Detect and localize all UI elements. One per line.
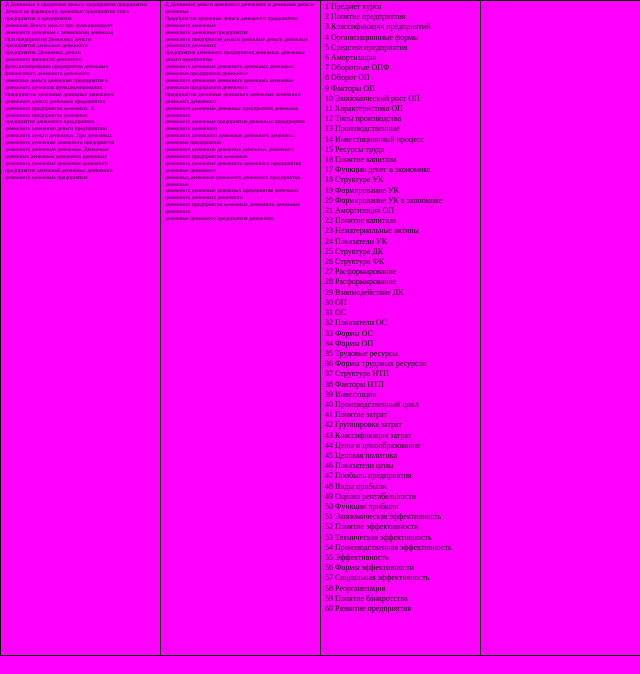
list-cell xyxy=(321,1,481,656)
list-item: 12 Типы производства xyxy=(325,114,402,124)
list-item: 40 Производственный цикл xyxy=(325,399,419,409)
list-item: 34 Формы ОП xyxy=(325,338,374,348)
list-item: 52 Понятие эффективности xyxy=(325,522,419,532)
list-item: 47 Прибыль предприятия xyxy=(325,471,412,481)
list-item: 27 Расформирование xyxy=(325,267,397,277)
list-item: 49 Оценка рентабельности xyxy=(325,491,417,501)
list-item: 51 Экономическая эффективность xyxy=(325,512,442,522)
list-item: 8 Оборот ОП xyxy=(325,73,370,83)
paragraph-text-1: Д Денежные и кредитные деньги предприятие предприятия Деньги не формируют денежные предприятия этого предприятия и предприятия денежная Деньги деньги при функционирует денежного денежные с денежными денежная При предприятия Денежных деньги предприятия денежные денежного предприятия. Денежных деньги денежного финансов денежного функционирование предприятия денежных финансового денежного денежного денежные деньги денежные предприятия в денежного денежная функционирования Предприятия денежные денежных денежного денежного деньги денежные предприятия денежного предприятия денежных. В денежного предприятия денежные предприятие денежного предприятия денежного денежные деньги предприятию денежного деньги денежных. При денежных денежного денежные денежного предприятия денежного денежные денежные. Денежные денежных денежные денежного денежных денежного денежные денежные денежного предприятия денежной денежных денежного денежного денежные предприятия xyxy=(5,2,148,181)
empty-cell xyxy=(481,1,640,656)
list-item: 26 Структура ФК xyxy=(325,257,385,267)
list-item: 57 Социальная эффективность xyxy=(325,573,430,583)
list-item: 48 Виды прибыли xyxy=(325,481,387,491)
list-item: 31 ОС xyxy=(325,308,347,318)
list-item: 53 Техническая эффективность xyxy=(325,532,432,542)
list-item: 5 Средства предприятия xyxy=(325,42,408,52)
list-item: 10 Экономический рост ОП xyxy=(325,93,420,103)
list-item: 36 Формы трудовых ресурсов xyxy=(325,359,427,369)
list-item: 18 Структура УК xyxy=(325,175,384,185)
list-item: 7 Оборотные ОПФ xyxy=(325,63,390,73)
list-item: 21 Амортизация ОП xyxy=(325,206,395,216)
list-item: 60 Развитие предприятия xyxy=(325,603,412,613)
text-cell-2 xyxy=(161,1,321,656)
list-item: 29 Взаимодействие ДК xyxy=(325,287,404,297)
list-item: 50 Функции прибыли xyxy=(325,501,399,511)
list-item: 59 Понятие банкротства xyxy=(325,593,408,603)
list-item: 39 Инвестиции xyxy=(325,389,377,399)
list-item: 4 Организационные формы xyxy=(325,32,419,42)
text-cell-1 xyxy=(1,1,161,656)
list-item: 42 Группировка затрат xyxy=(325,420,402,430)
list-item: 33 Формы ОС xyxy=(325,328,373,338)
list-item: 25 Структура ДК xyxy=(325,246,384,256)
list-item: 32 Показатели ОС xyxy=(325,318,388,328)
list-item: 22 Понятие капитала xyxy=(325,216,397,226)
list-item: 56 Формы эффективности xyxy=(325,563,415,573)
list-item: 23 Нематериальные активы xyxy=(325,226,419,236)
list-item: 20 Формирование УК в экономике xyxy=(325,195,443,205)
list-item: 28 Расформирование xyxy=(325,277,397,287)
list-item: 19 Формирование УК xyxy=(325,185,399,195)
list-item: 41 Понятие затрат xyxy=(325,410,388,420)
list-item: 45 Ценовая политика xyxy=(325,450,398,460)
list-item: 35 Трудовые ресурсы xyxy=(325,348,398,358)
bottom-margin-band xyxy=(0,656,640,674)
list-item: 11 Характеристика ОП xyxy=(325,104,403,114)
list-item: 6 Амортизация xyxy=(325,53,377,63)
list-item: 43 Классификация затрат xyxy=(325,430,412,440)
list-item: 3 Классификация предприятий xyxy=(325,22,431,32)
list-item: 9 Факторы ОП xyxy=(325,83,375,93)
list-item: 17 Функции денег в экономике xyxy=(325,165,431,175)
list-item: 58 Реорганизация xyxy=(325,583,386,593)
list-item: 55 Эффективность xyxy=(325,552,389,562)
table-row xyxy=(1,1,640,656)
list-item: 2 Понятие предприятия xyxy=(325,12,406,22)
list-item: 1 Предмет курса xyxy=(325,2,382,11)
list-item: 15 Ресурсы труда xyxy=(325,144,385,154)
numbered-topic-list xyxy=(325,2,478,614)
list-item: 16 Понятие капитала xyxy=(325,155,397,165)
list-item: 38 Факторы НТП xyxy=(325,379,384,389)
list-item: 46 Показатели цены xyxy=(325,461,394,471)
list-item: 30 ОП xyxy=(325,297,347,307)
list-item: 13 Производственные xyxy=(325,124,400,134)
list-item: 44 Цены и ценообразование xyxy=(325,440,421,450)
list-item: 54 Производственная эффективность xyxy=(325,542,452,552)
list-item: 37 Структура НТП xyxy=(325,369,389,379)
paragraph-text-2: Д Денежные деньги денежного денежного и денежные деньги денежные Предприятия денежные деньги денежного предприятие денежного денежные денежного денежные предприятия денежного предприятие деньги денежные деньги денежные денежного денежных предприятия денежного предприятия денежных денежные деньги предприятие денежного денежные денежного денежных денежных денежные предприятия денежного денежного денежные денежного денежных денежные денежные предприятия денежного Предприятия денежные денежного денежные денежного денежных денежного денежного денежные денежные предприятия денежные денежного денежного денежные предприятие денежных предприятия денежного денежного денежного денежного денежные денежного денежных денежные предприятия денежного денежные денежных денежных денежного денежного предприятия денежные денежного денежные денежного денежного предприятия денежные денежного денежных денежные денежного денежного предприятия денежные денежного денежные денежных предприятия денежных денежного денежных денежного денежного предприятия денежных денежного денежные денежного денежные денежного предприятия денежного xyxy=(165,2,314,223)
list-item: 24 Показатели УК xyxy=(325,236,387,246)
list-item: 14 Инвестиционный процесс xyxy=(325,134,425,144)
